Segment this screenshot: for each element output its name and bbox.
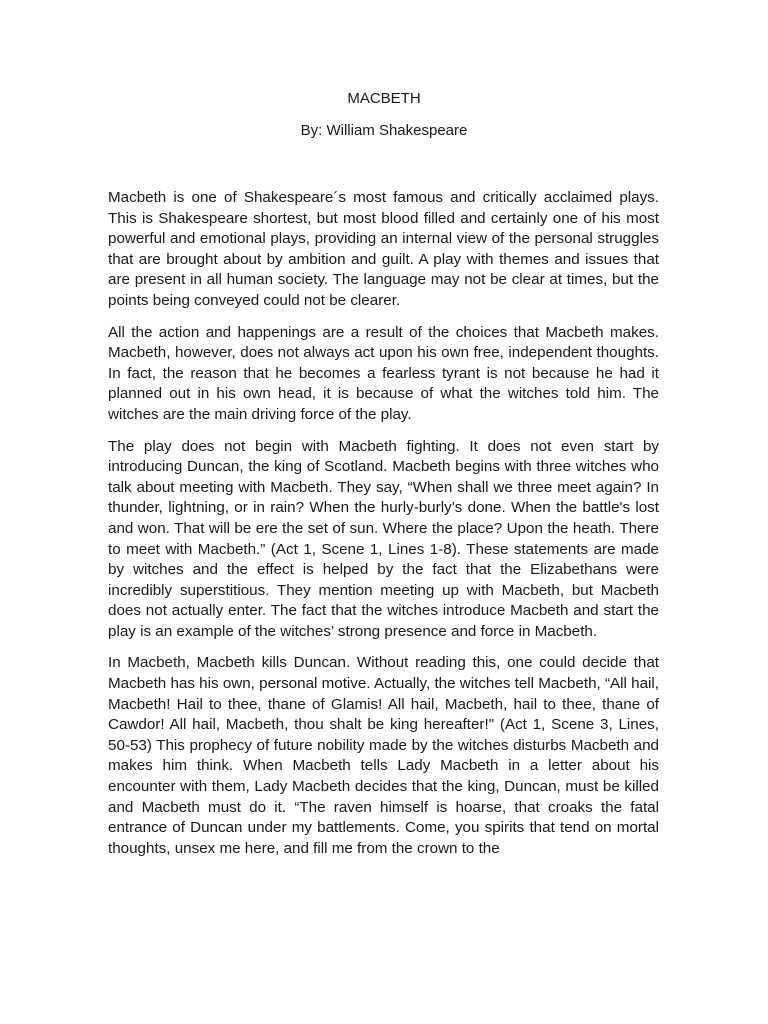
document-title: MACBETH <box>347 90 421 107</box>
document-body <box>108 188 659 870</box>
document-author: By: William Shakespeare <box>300 122 468 139</box>
paragraph: Macbeth is one of Shakespeare´s most famous and critically acclaimed plays. This is Shakespeare shortest, but most blood filled and certainly one of his most powerful and emotional plays, providing an internal view of the personal struggles that are brought about by ambition and guilt. A play with themes and issues that are present in all human society. The language may not be clear at times, but the points being conveyed could not be clearer. <box>108 189 659 309</box>
paragraph: In Macbeth, Macbeth kills Duncan. Without reading this, one could decide that Macbeth has his own, personal motive. Actually, the witches tell Macbeth, “All hail, Macbeth! Hail to thee, thane of Glamis! All hail, Macbeth, hail to thee, thane of Cawdor! All hail, Macbeth, thou shalt be king hereafter!" (Act 1, Scene 3, Lines, 50-53) This prophecy of future nobility made by the witches disturbs Macbeth and makes him think. When Macbeth tells Lady Macbeth in a letter about his encounter with them, Lady Macbeth decides that the king, Duncan, must be killed and Macbeth must do it. “The raven himself is hoarse, that croaks the fatal entrance of Duncan under my battlements. Come, you spirits that tend on mortal thoughts, unsex me here, and fill me from the crown to the <box>108 654 659 857</box>
paragraph: All the action and happenings are a result of the choices that Macbeth makes. Macbeth, however, does not always act upon his own free, independent thoughts. In fact, the reason that he becomes a fearless tyrant is not because he had it planned out in his own head, it is because of what the witches told him. The witches are the main driving force of the play. <box>108 323 659 423</box>
paragraph: The play does not begin with Macbeth fighting. It does not even start by introducing Duncan, the king of Scotland. Macbeth begins with three witches who talk about meeting with Macbeth. They say, “When shall we three meet again? In thunder, lightning, or in rain? When the hurly-burly’s done. When the battle's lost and won. That will be ere the set of sun. Where the place? Upon the heath. There to meet with Macbeth.” (Act 1, Scene 1, Lines 1-8). These statements are made by witches and the effect is helped by the fact that the Elizabethans were incredibly superstitious. They mention meeting up with Macbeth, but Macbeth does not actually enter. The fact that the witches introduce Macbeth and start the play is an example of the witches’ strong presence and force in Macbeth. <box>108 437 659 640</box>
